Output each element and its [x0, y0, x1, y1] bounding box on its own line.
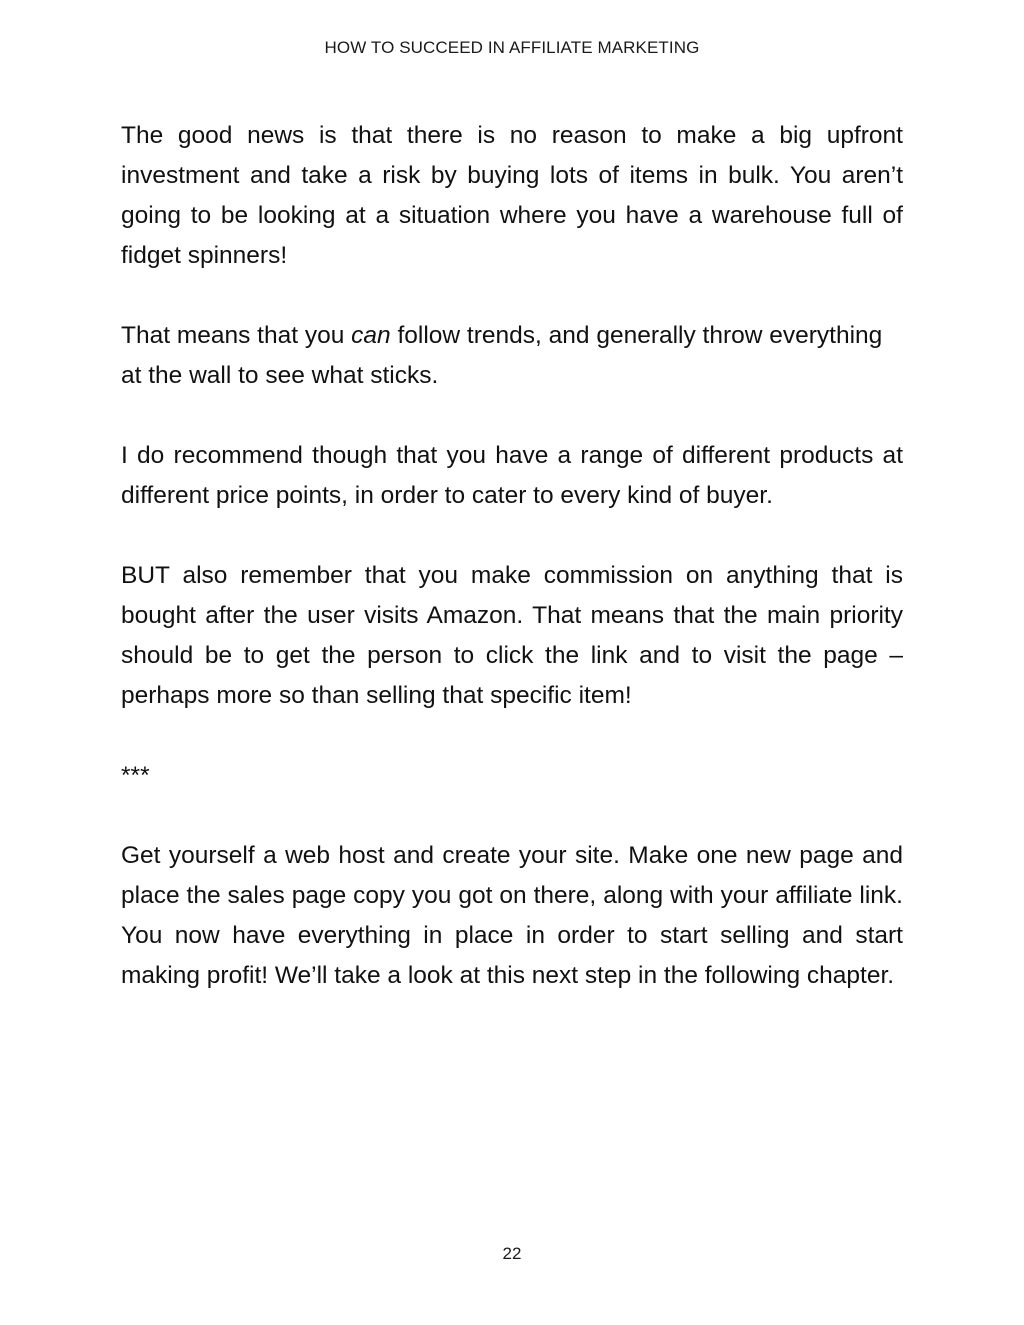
paragraph-upfront-investment: The good news is that there is no reason to make a big upfront investment and take a risk by buying lots of items in bulk. You aren’t going to be looking at a situation where you have a warehouse full of fidget spinners!	[121, 122, 903, 269]
paragraph-follow-trends-start: That means that you	[121, 322, 352, 349]
running-header: HOW TO SUCCEED IN AFFILIATE MARKETING	[324, 38, 700, 57]
paragraph-follow-trends	[121, 316, 903, 396]
paragraph-web-host: Get yourself a web host and create your site. Make one new page and place the sales page copy you got on there, along with your affiliate link. You now have everything in place in order to start selling and start making profit! We’ll take a look at this next step in the following chapter.	[121, 842, 903, 989]
page-number: 22	[502, 1244, 522, 1263]
paragraph-product-range: I do recommend though that you have a range of different products at different price points, in order to cater to every kind of buyer.	[121, 442, 903, 509]
emphasis-can: can	[351, 322, 391, 349]
paragraph-follow-trends-end: follow trends, and generally throw everything at the wall to see what sticks.	[121, 322, 883, 389]
paragraph-commission: BUT also remember that you make commission on anything that is bought after the user visits Amazon. That means that the main priority should be to get the person to click the link and to visit the page – perhaps more so than selling that specific item!	[121, 562, 903, 709]
section-separator: ***	[121, 762, 150, 789]
body-text	[121, 116, 903, 1036]
